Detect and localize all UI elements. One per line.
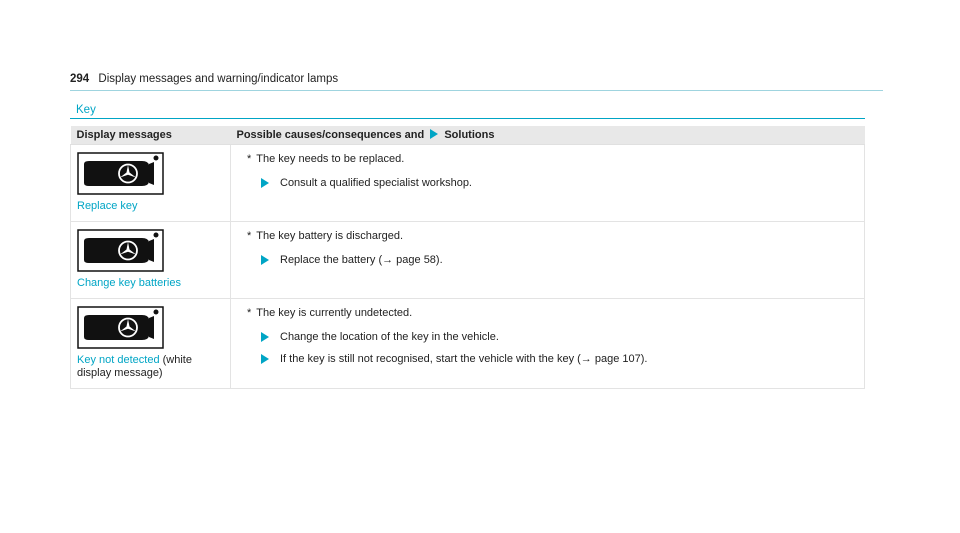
arrow-right-icon [261, 178, 269, 188]
table-row [71, 222, 865, 299]
table-row [71, 299, 865, 389]
arrow-right-icon [261, 332, 269, 342]
car-key-icon [77, 306, 164, 349]
arrow-right-icon [261, 255, 269, 265]
solution-step: Replace the battery (→ page 58). [261, 253, 858, 267]
cause-text: * The key needs to be replaced. [247, 153, 405, 165]
cause-text: * The key is currently undetected. [247, 307, 413, 319]
page-number: 294 [70, 73, 90, 85]
section-divider [70, 118, 865, 119]
causes-header-label: Possible causes/consequences and [236, 129, 425, 141]
cause-solution-cell [231, 222, 865, 299]
display-message-label: Replace key [77, 200, 138, 212]
cause-text: * The key battery is discharged. [247, 230, 404, 242]
arrow-right-icon [430, 129, 438, 139]
solution-step: If the key is still not recognised, start the vehicle with the key (→ page 107). [261, 352, 858, 366]
display-message-cell [71, 299, 231, 389]
car-key-icon [77, 152, 164, 195]
display-messages-table [70, 126, 865, 389]
display-message-cell [71, 145, 231, 222]
column-header-causes-solutions [231, 126, 865, 145]
table-row [71, 145, 865, 222]
solutions-header-label: Solutions [444, 129, 495, 141]
cause-solution-cell [231, 299, 865, 389]
page-header [70, 73, 338, 85]
solution-step: Change the location of the key in the vehicle. [261, 330, 858, 344]
display-message-label: Change key batteries [77, 277, 181, 289]
cause-marker: * [247, 230, 252, 242]
column-header-display-messages: Display messages [71, 126, 231, 145]
arrow-right-icon [261, 354, 269, 364]
cause-solution-cell [231, 145, 865, 222]
cause-marker: * [247, 307, 252, 319]
section-title: Key [76, 104, 96, 116]
cause-marker: * [247, 153, 252, 165]
display-message-cell [71, 222, 231, 299]
display-message-note: (white display message) [77, 354, 192, 379]
header-divider [70, 90, 883, 91]
page-header-title: Display messages and warning/indicator lamps [98, 73, 339, 85]
display-message-label: Key not detected [77, 354, 160, 366]
table-header-row [71, 126, 865, 145]
solution-step: Consult a qualified specialist workshop. [261, 176, 858, 190]
car-key-icon [77, 229, 164, 272]
